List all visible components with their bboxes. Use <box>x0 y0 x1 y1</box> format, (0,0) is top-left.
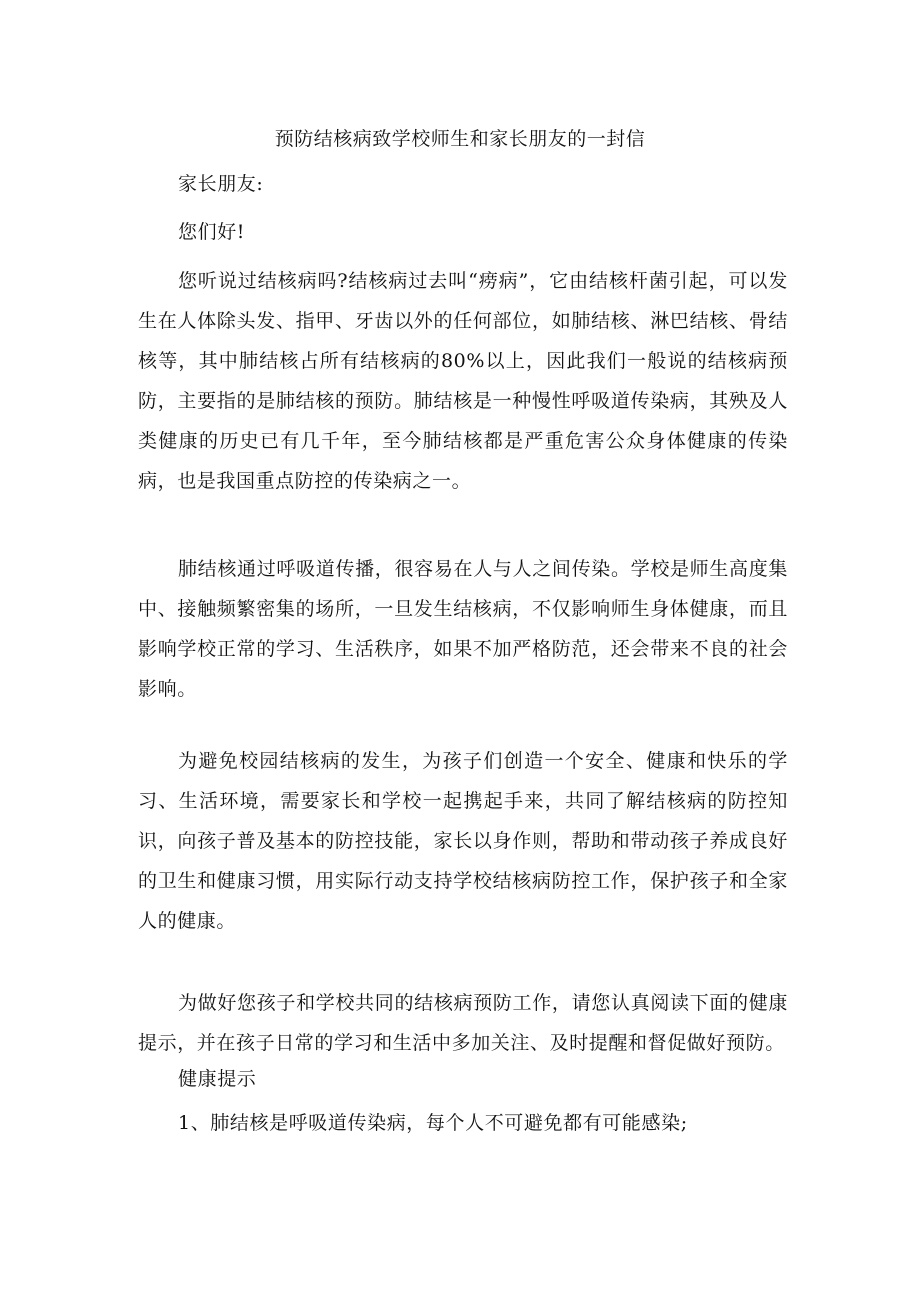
salutation: 家长朋友: <box>178 173 264 195</box>
document-title: 预防结核病致学校师生和家长朋友的一封信 <box>274 128 646 150</box>
paragraph-cooperation: 为避免校园结核病的发生，为孩子们创造一个安全、健康和快乐的学习、生活环境，需要家长和学校一起携起手来，共同了解结核病的防控知识，向孩子普及基本的防控技能，家长以身作则，帮助和带动孩子养成良好的卫生和健康习惯，用实际行动支持学校结核病防控工作，保护孩子和全家人的健康。 <box>138 750 788 932</box>
greeting: 您们好! <box>178 221 246 243</box>
paragraph-request: 为做好您孩子和学校共同的结核病预防工作，请您认真阅读下面的健康提示，并在孩子日常的学习和生活中多加关注、及时提醒和督促做好预防。 <box>138 992 788 1054</box>
paragraph-transmission: 肺结核通过呼吸道传播，很容易在人与人之间传染。学校是师生高度集中、接触频繁密集的场所，一旦发生结核病，不仅影响师生身体健康，而且影响学校正常的学习、生活秩序，如果不加严格防范，还会带来不良的社会影响。 <box>138 558 788 700</box>
paragraph-intro: 您听说过结核病吗?结核病过去叫“痨病”，它由结核杆菌引起，可以发生在人体除头发、指甲、牙齿以外的任何部位，如肺结核、淋巴结核、骨结核等，其中肺结核占所有结核病的80%以上，因此我们一般说的结核病预防，主要指的是肺结核的预防。肺结核是一种慢性呼吸道传染病，其殃及人类健康的历史已有几千年，至今肺结核都是严重危害公众身体健康的传染病，也是我国重点防控的传染病之一。 <box>138 270 788 492</box>
tips-heading: 健康提示 <box>178 1068 257 1090</box>
tip-item: 1、肺结核是呼吸道传染病，每个人不可避免都有可能感染; <box>178 1112 688 1134</box>
